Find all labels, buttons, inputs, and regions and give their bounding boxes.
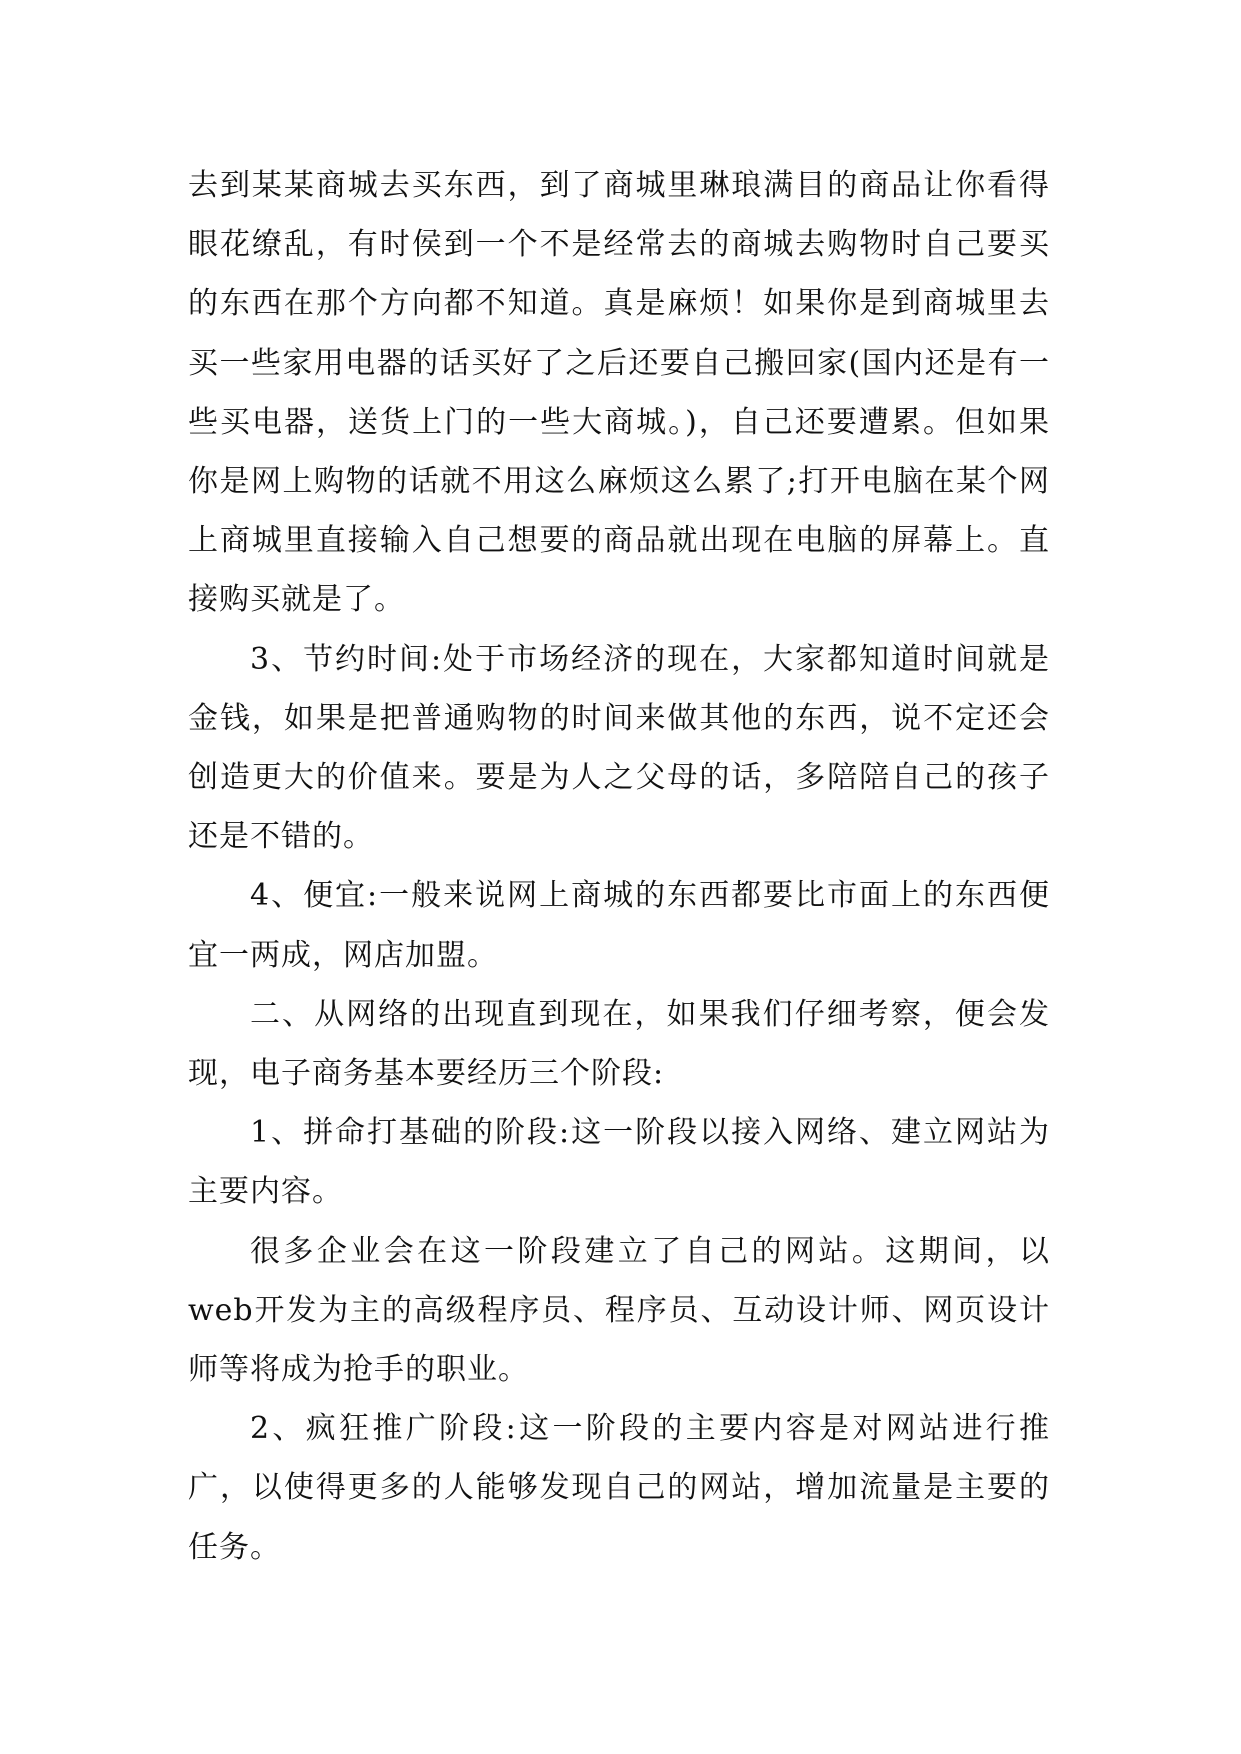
paragraph-stage-one: 1、拼命打基础的阶段:这一阶段以接入网络、建立网站为主要内容。 bbox=[188, 1115, 1050, 1210]
paragraph-save-time: 3、节约时间:处于市场经济的现在，大家都知道时间就是金钱，如果是把普通购物的时间来做其他的东西，说不定还会创造更大的价值来。要是为人之父母的话，多陪陪自己的孩子还是不错的。 bbox=[188, 641, 1050, 855]
paragraph-stage-two: 2、疯狂推广阶段:这一阶段的主要内容是对网站进行推广，以使得更多的人能够发现自己的网站，增加流量是主要的任务。 bbox=[188, 1411, 1050, 1565]
document-body bbox=[188, 156, 1050, 1577]
paragraph-online-shopping-convenience: 去到某某商城去买东西，到了商城里琳琅满目的商品让你看得眼花缭乱，有时侯到一个不是经常去的商城去购物时自己要买的东西在那个方向都不知道。真是麻烦！如果你是到商城里去买一些家用电器的话买好了之后还要自己搬回家(国内还是有一些买电器，送货上门的一些大商城。)，自己还要遭累。但如果你是网上购物的话就不用这么麻烦这么累了;打开电脑在某个网上商城里直接输入自己想要的商品就出现在电脑的屏幕上。直接购买就是了。 bbox=[188, 168, 1050, 618]
paragraph-cheaper: 4、便宜:一般来说网上商城的东西都要比市面上的东西便宜一两成，网店加盟。 bbox=[188, 878, 1050, 973]
paragraph-stage-one-detail: 很多企业会在这一阶段建立了自己的网站。这期间，以web开发为主的高级程序员、程序员、互动设计师、网页设计师等将成为抢手的职业。 bbox=[188, 1233, 1050, 1388]
paragraph-ecommerce-stages-intro: 二、从网络的出现直到现在，如果我们仔细考察，便会发现，电子商务基本要经历三个阶段: bbox=[188, 996, 1050, 1092]
